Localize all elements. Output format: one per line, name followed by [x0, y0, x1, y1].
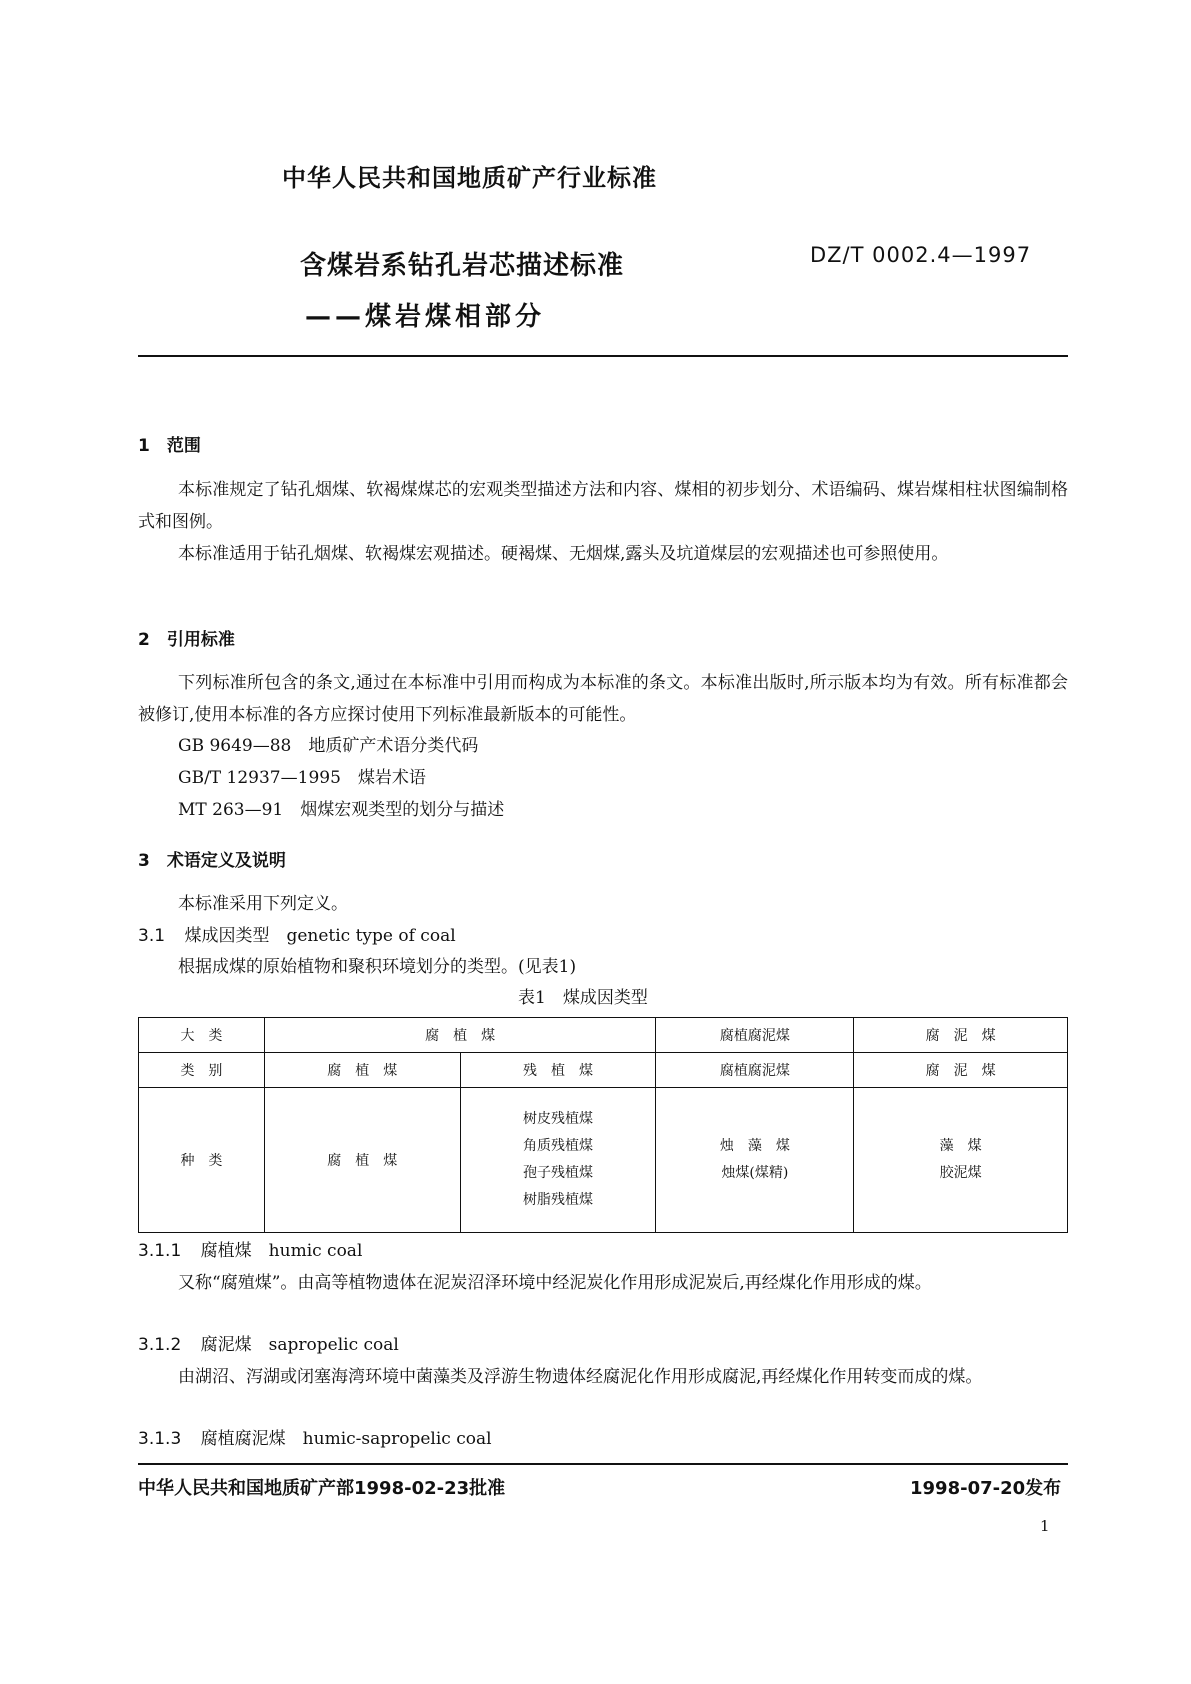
section-3-intro: 本标准采用下列定义。 [178, 894, 348, 914]
clause-3-1-2-text: 由湖沼、泻湖或闭塞海湾环境中菌藻类及浮游生物遗体经腐泥化作用形成腐泥,再经煤化作用转变而成的煤。 [178, 1367, 983, 1387]
table-cell: 腐植腐泥煤 [656, 1018, 854, 1053]
reference-item: MT 263—91 烟煤宏观类型的划分与描述 [178, 800, 505, 820]
table-cell [656, 1088, 854, 1233]
table-row [139, 1018, 1068, 1053]
issue-date: 1998-07-20发布 [910, 1478, 1062, 1499]
clause-3-1-text: 根据成煤的原始植物和聚积环境划分的类型。(见表1) [178, 957, 577, 977]
section-2-heading: 2 引用标准 [138, 630, 235, 650]
cell-line: 烛 藻 煤 [719, 1138, 790, 1154]
clause-title: 腐泥煤 sapropelic coal [200, 1335, 399, 1355]
section-1-paragraph-2: 本标准适用于钻孔烟煤、软褐煤宏观描述。硬褐煤、无烟煤,露头及坑道煤层的宏观描述也可参照使用。 [178, 544, 949, 564]
table-cell: 腐 植 煤 [264, 1018, 656, 1053]
cell-line: 树脂残植煤 [523, 1192, 594, 1208]
table-cell: 种 类 [139, 1088, 265, 1233]
clause-title: 煤成因类型 genetic type of coal [184, 926, 456, 946]
clause-number: 3.1 [138, 926, 166, 946]
clause-3-1-3 [138, 1423, 492, 1455]
section-3-heading: 3 术语定义及说明 [138, 851, 286, 871]
document-title: 含煤岩系钻孔岩芯描述标准 [300, 251, 625, 281]
table-cell: 残 植 煤 [460, 1053, 656, 1088]
clause-3-1-1-text: 又称“腐殖煤”。由高等植物遗体在泥炭沼泽环境中经泥炭化作用形成泥炭后,再经煤化作用形成的煤。 [178, 1273, 932, 1293]
clause-number: 3.1.2 [138, 1335, 182, 1355]
table-cell [460, 1088, 656, 1233]
table-cell: 腐 泥 煤 [854, 1018, 1068, 1053]
clause-number: 3.1.1 [138, 1241, 182, 1261]
clause-3-1 [138, 920, 456, 952]
cell-line: 藻 煤 [939, 1138, 982, 1154]
section-1-paragraph-1: 本标准规定了钻孔烟煤、软褐煤煤芯的宏观类型描述方法和内容、煤相的初步划分、术语编码、煤岩煤相柱状图编制格式和图例。 [138, 480, 1068, 532]
page-number: 1 [1040, 1517, 1050, 1535]
header-divider [138, 355, 1068, 357]
table-cell: 腐 植 煤 [264, 1053, 460, 1088]
cell-line: 孢子残植煤 [523, 1165, 594, 1181]
cell-line: 胶泥煤 [939, 1165, 982, 1181]
table-row [139, 1088, 1068, 1233]
table-row [139, 1053, 1068, 1088]
clause-number: 3.1.3 [138, 1429, 182, 1449]
clause-3-1-2 [138, 1329, 399, 1361]
coal-genetic-type-table [138, 1017, 1068, 1233]
table-cell: 类 别 [139, 1053, 265, 1088]
reference-item: GB/T 12937—1995 煤岩术语 [178, 768, 426, 788]
table-cell: 腐 泥 煤 [854, 1053, 1068, 1088]
footer-divider [138, 1463, 1068, 1465]
section-2-paragraph: 下列标准所包含的条文,通过在本标准中引用而构成为本标准的条文。本标准出版时,所示版本均为有效。所有标准都会被修订,使用本标准的各方应探讨使用下列标准最新版本的可能性。 [138, 673, 1068, 725]
clause-title: 腐植煤 humic coal [200, 1241, 363, 1261]
table-cell: 大 类 [139, 1018, 265, 1053]
table-cell: 腐植腐泥煤 [656, 1053, 854, 1088]
table-caption: 表1 煤成因类型 [518, 988, 648, 1008]
table-cell: 腐 植 煤 [264, 1088, 460, 1233]
standard-code: DZ/T 0002.4—1997 [810, 243, 1032, 267]
cell-line: 角质残植煤 [523, 1138, 594, 1154]
clause-title: 腐植腐泥煤 humic-sapropelic coal [200, 1429, 492, 1449]
cell-line: 树皮残植煤 [523, 1111, 594, 1127]
clause-3-1-1 [138, 1235, 362, 1267]
standard-category: 中华人民共和国地质矿产行业标准 [282, 164, 657, 192]
table-cell [854, 1088, 1068, 1233]
cell-line: 烛煤(煤精) [721, 1165, 789, 1181]
document-subtitle: ——煤岩煤相部分 [305, 302, 546, 332]
reference-item: GB 9649—88 地质矿产术语分类代码 [178, 736, 479, 756]
section-1-heading: 1 范围 [138, 436, 201, 456]
approval-line: 中华人民共和国地质矿产部1998-02-23批准 [138, 1478, 506, 1499]
